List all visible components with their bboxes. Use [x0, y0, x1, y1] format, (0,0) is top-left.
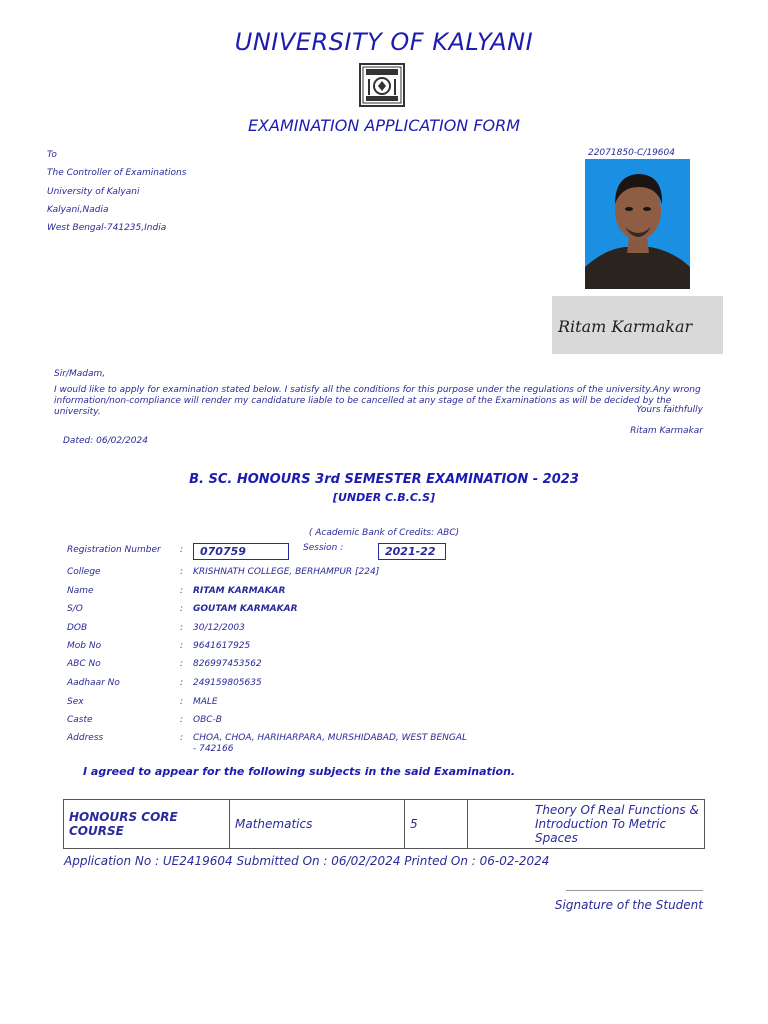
colon: : [180, 604, 184, 614]
reference-number: 22071850-C/19604 [587, 148, 675, 158]
aadhaar-value: 249159805635 [193, 678, 262, 688]
paper-title-cell [468, 800, 704, 848]
dated: Dated: 06/02/2024 [63, 436, 148, 446]
paper-title-line: Theory Of Real Functions & [535, 803, 699, 817]
paper-cell: 5 [405, 800, 468, 848]
mob-label: Mob No [67, 641, 102, 651]
address-value: CHOA, CHOA, HARIHARPARA, MURSHIDABAD, WEST BENGAL [193, 733, 468, 743]
abc-label: ABC No [67, 659, 101, 669]
form-title: EXAMINATION APPLICATION FORM [247, 116, 521, 135]
university-emblem-icon [359, 63, 405, 107]
student-photo [585, 159, 690, 289]
signature-label: Signature of the Student [554, 898, 703, 912]
so-value: GOUTAM KARMAKAR [193, 604, 298, 614]
colon: : [180, 586, 184, 596]
salutation: Sir/Madam, [54, 369, 106, 379]
address-line: To [47, 150, 57, 160]
abc-note: ( Academic Bank of Credits: ABC) [308, 528, 460, 538]
sex-label: Sex [67, 697, 84, 707]
letter-signer-name: Ritam Karmakar [630, 426, 703, 436]
subjects-table [63, 799, 705, 849]
colon: : [180, 678, 184, 688]
signature-text: Ritam Karmakar [558, 317, 693, 336]
caste-label: Caste [67, 715, 93, 725]
colon: : [180, 659, 184, 669]
application-info: Application No : UE2419604 Submitted On : 06/02/2024 Printed On : 06-02-2024 [64, 854, 550, 868]
colon: : [180, 697, 184, 707]
colon: : [180, 567, 184, 577]
address-line: University of Kalyani [47, 187, 140, 197]
dob-value: 30/12/2003 [193, 623, 245, 633]
college-value: KRISHNATH COLLEGE, BERHAMPUR [224] [193, 567, 380, 577]
colon: : [180, 623, 184, 633]
address-value-pin: - 742166 [193, 744, 234, 754]
session-value: 2021-22 [378, 543, 446, 560]
letter-closing: Yours faithfully [636, 405, 703, 415]
address-line: West Bengal-741235,India [47, 223, 167, 233]
address-line: The Controller of Examinations [47, 168, 187, 178]
caste-value: OBC-B [193, 715, 222, 725]
address-line: Kalyani,Nadia [47, 205, 109, 215]
dob-label: DOB [67, 623, 88, 633]
course-cell: HONOURS CORE COURSE [64, 800, 230, 848]
signature-line [566, 890, 703, 891]
letter-body: I would like to apply for examination stated below. I satisfy all the conditions for this purpose under the regulations of the university.Any wrong information/non-compliance will render my candidature liable to be cancelled at any stage of the Examinations as will be decided by the university. [54, 385, 701, 417]
abc-value: 826997453562 [193, 659, 262, 669]
paper-title-line: Introduction To Metric Spaces [535, 817, 667, 845]
name-label: Name [67, 586, 94, 596]
college-label: College [67, 567, 101, 577]
colon: : [180, 641, 184, 651]
exam-title: B. SC. HONOURS 3rd SEMESTER EXAMINATION - 2023 [189, 472, 579, 487]
agree-text: I agreed to appear for the following subjects in the said Examination. [83, 765, 516, 778]
registration-number: 070759 [193, 543, 289, 560]
colon: : [180, 715, 184, 725]
registration-label: Registration Number [67, 545, 161, 555]
so-label: S/O [67, 604, 83, 614]
colon: : [180, 545, 184, 555]
address-label: Address [67, 733, 104, 743]
name-value: RITAM KARMAKAR [193, 586, 286, 596]
student-signature-image [552, 296, 723, 354]
sex-value: MALE [193, 697, 218, 707]
session-label: Session : [303, 543, 344, 553]
exam-subtitle: [UNDER C.B.C.S] [332, 491, 436, 504]
university-title: UNIVERSITY OF KALYANI [234, 28, 534, 56]
subject-cell: Mathematics [230, 800, 405, 848]
mob-value: 9641617925 [193, 641, 251, 651]
colon: : [180, 733, 184, 743]
aadhaar-label: Aadhaar No [67, 678, 120, 688]
